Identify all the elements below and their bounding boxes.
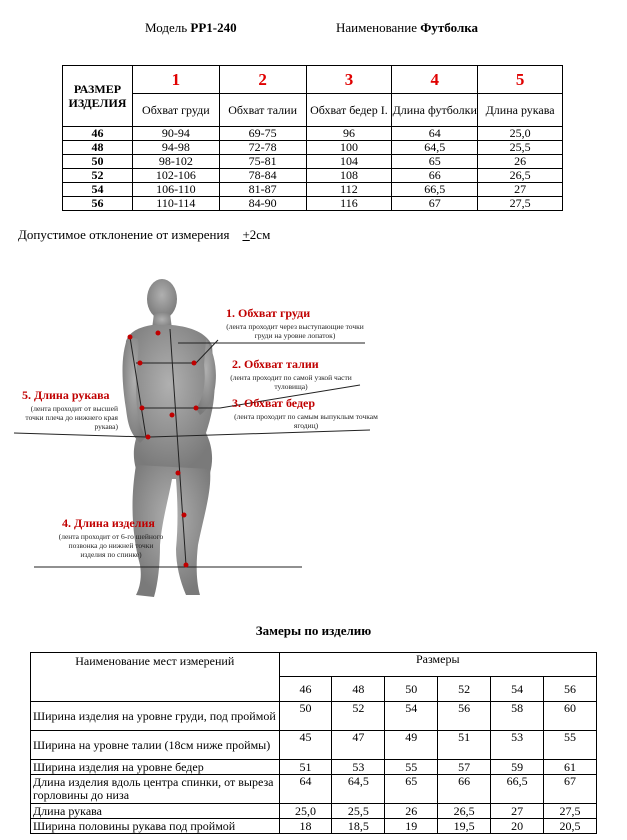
product-name-value: Футболка [420, 20, 479, 35]
table-row [31, 760, 597, 775]
size-column-header: 50 [385, 677, 438, 702]
table-row [31, 819, 597, 834]
column-label-5: Длина рукава [478, 94, 563, 127]
table-cell: 104 [306, 155, 392, 169]
table-cell: 27,5 [478, 197, 563, 211]
table-cell: 53 [332, 760, 385, 775]
annotation-length-title: 4. Длина изделия [62, 516, 155, 530]
table-cell: 100 [306, 141, 392, 155]
table-cell: 90-94 [132, 127, 219, 141]
size-cell: 56 [63, 197, 133, 211]
table-cell: 69-75 [219, 127, 306, 141]
table-cell: 64 [279, 775, 332, 804]
product-name-line [336, 20, 478, 36]
model-line [145, 20, 237, 36]
table-row [63, 197, 563, 211]
table-cell: 61 [544, 760, 597, 775]
table-cell: 66 [438, 775, 491, 804]
table-cell: 84-90 [219, 197, 306, 211]
table-cell: 67 [392, 197, 478, 211]
product-name-label: Наименование [336, 20, 417, 35]
table-cell: 20,5 [544, 819, 597, 834]
table-cell: 47 [332, 731, 385, 760]
table-row [63, 127, 563, 141]
size-column-header: 48 [332, 677, 385, 702]
table-cell: 64,5 [392, 141, 478, 155]
table-cell: 26,5 [478, 169, 563, 183]
table-row [63, 169, 563, 183]
column-label-2: Обхват талии [219, 94, 306, 127]
annotation-length-description: (лента проходит от 6-го шейного позвонка до нижней точки изделия по спинке) [58, 532, 164, 559]
annotation-sleeve-description: (лента проходит от высшей точки плеча до нижнего края рукава) [25, 404, 118, 431]
table-cell: 72-78 [219, 141, 306, 155]
table-cell: 106-110 [132, 183, 219, 197]
column-number-2: 2 [219, 66, 306, 94]
column-label-1: Обхват груди [132, 94, 219, 127]
table-cell: 64,5 [332, 775, 385, 804]
column-number-4: 4 [392, 66, 478, 94]
size-cell: 54 [63, 183, 133, 197]
table-cell: 56 [438, 702, 491, 731]
size-cell: 52 [63, 169, 133, 183]
table-cell: 102-106 [132, 169, 219, 183]
size-column-header: 46 [279, 677, 332, 702]
table-cell: 49 [385, 731, 438, 760]
table-cell: 66,5 [491, 775, 544, 804]
table-cell: 75-81 [219, 155, 306, 169]
table-cell: 60 [544, 702, 597, 731]
measurement-name: Длина рукава [31, 804, 280, 819]
tolerance-note [18, 227, 270, 243]
column-label-3: Обхват бедер I. [306, 94, 392, 127]
table-cell: 18 [279, 819, 332, 834]
table-cell: 26 [385, 804, 438, 819]
table-row [31, 775, 597, 804]
model-value: РР1-240 [190, 20, 237, 35]
table-cell: 64 [392, 127, 478, 141]
table-cell: 25,0 [279, 804, 332, 819]
table-cell: 25,5 [332, 804, 385, 819]
measurement-name-header: Наименование мест измерений [31, 653, 280, 702]
table-cell: 19,5 [438, 819, 491, 834]
size-cell: 48 [63, 141, 133, 155]
table-cell: 20 [491, 819, 544, 834]
size-header: РАЗМЕР ИЗДЕЛИЯ [63, 66, 133, 127]
annotation-waist-title: 2. Обхват талии [232, 357, 319, 371]
garment-measurements-table [30, 652, 597, 834]
measurement-name: Длина изделия вдоль центра спинки, от выреза горловины до низа [31, 775, 280, 804]
table-cell: 55 [544, 731, 597, 760]
measurement-name: Ширина изделия на уровне бедер [31, 760, 280, 775]
table-row [63, 141, 563, 155]
model-label: Модель [145, 20, 188, 35]
table-cell: 25,5 [478, 141, 563, 155]
annotation-waist-description: (лента проходит по самой узкой части туловища) [230, 373, 352, 391]
plus-minus-sign: + [242, 227, 250, 242]
table-cell: 59 [491, 760, 544, 775]
table-cell: 96 [306, 127, 392, 141]
size-column-header: 56 [544, 677, 597, 702]
table-cell: 27 [478, 183, 563, 197]
table-cell: 26 [478, 155, 563, 169]
table-cell: 51 [279, 760, 332, 775]
column-number-1: 1 [132, 66, 219, 94]
table-cell: 67 [544, 775, 597, 804]
annotation-hips-description: (лента проходит по самым выпуклым точкам ягодиц) [234, 412, 378, 430]
table-cell: 65 [385, 775, 438, 804]
table-cell: 25,0 [478, 127, 563, 141]
table-cell: 55 [385, 760, 438, 775]
table-cell: 27 [491, 804, 544, 819]
table-cell: 94-98 [132, 141, 219, 155]
table-cell: 54 [385, 702, 438, 731]
table-cell: 66,5 [392, 183, 478, 197]
annotation-sleeve-title: 5. Длина рукава [22, 388, 110, 402]
table-cell: 18,5 [332, 819, 385, 834]
table-row [31, 702, 597, 731]
table-cell: 58 [491, 702, 544, 731]
size-cell: 46 [63, 127, 133, 141]
annotation-hips-title: 3. Обхват бедер [232, 396, 316, 410]
table-cell: 51 [438, 731, 491, 760]
measurement-name: Ширина на уровне талии (18см ниже проймы) [31, 731, 280, 760]
table-cell: 45 [279, 731, 332, 760]
size-column-header: 52 [438, 677, 491, 702]
size-column-header: 54 [491, 677, 544, 702]
tolerance-text: Допустимое отклонение от измерения [18, 227, 230, 242]
table-row [63, 183, 563, 197]
annotation-chest-description: (лента проходит через выступающие точки груди на уровне лопаток) [226, 322, 364, 340]
annotation-chest-title: 1. Обхват груди [226, 306, 311, 320]
table-row [63, 155, 563, 169]
table-cell: 110-114 [132, 197, 219, 211]
sizes-header: Размеры [279, 653, 597, 677]
size-cell: 50 [63, 155, 133, 169]
column-label-4: Длина футболки [392, 94, 478, 127]
tolerance-value: 2см [249, 227, 271, 242]
measurement-name: Ширина половины рукава под проймой [31, 819, 280, 834]
column-number-5: 5 [478, 66, 563, 94]
measurement-name: Ширина изделия на уровне груди, под проймой [31, 702, 280, 731]
table-cell: 19 [385, 819, 438, 834]
table-cell: 53 [491, 731, 544, 760]
table-cell: 108 [306, 169, 392, 183]
table-cell: 52 [332, 702, 385, 731]
table-cell: 50 [279, 702, 332, 731]
size-table [62, 65, 563, 211]
table-cell: 57 [438, 760, 491, 775]
measurements-title: Замеры по изделию [255, 623, 372, 638]
body-figure-illustration [0, 265, 627, 615]
column-number-3: 3 [306, 66, 392, 94]
table-cell: 66 [392, 169, 478, 183]
table-cell: 78-84 [219, 169, 306, 183]
table-cell: 26,5 [438, 804, 491, 819]
table-cell: 98-102 [132, 155, 219, 169]
table-cell: 27,5 [544, 804, 597, 819]
table-cell: 116 [306, 197, 392, 211]
table-row [31, 731, 597, 760]
table-cell: 112 [306, 183, 392, 197]
table-row [31, 804, 597, 819]
table-cell: 65 [392, 155, 478, 169]
table-cell: 81-87 [219, 183, 306, 197]
